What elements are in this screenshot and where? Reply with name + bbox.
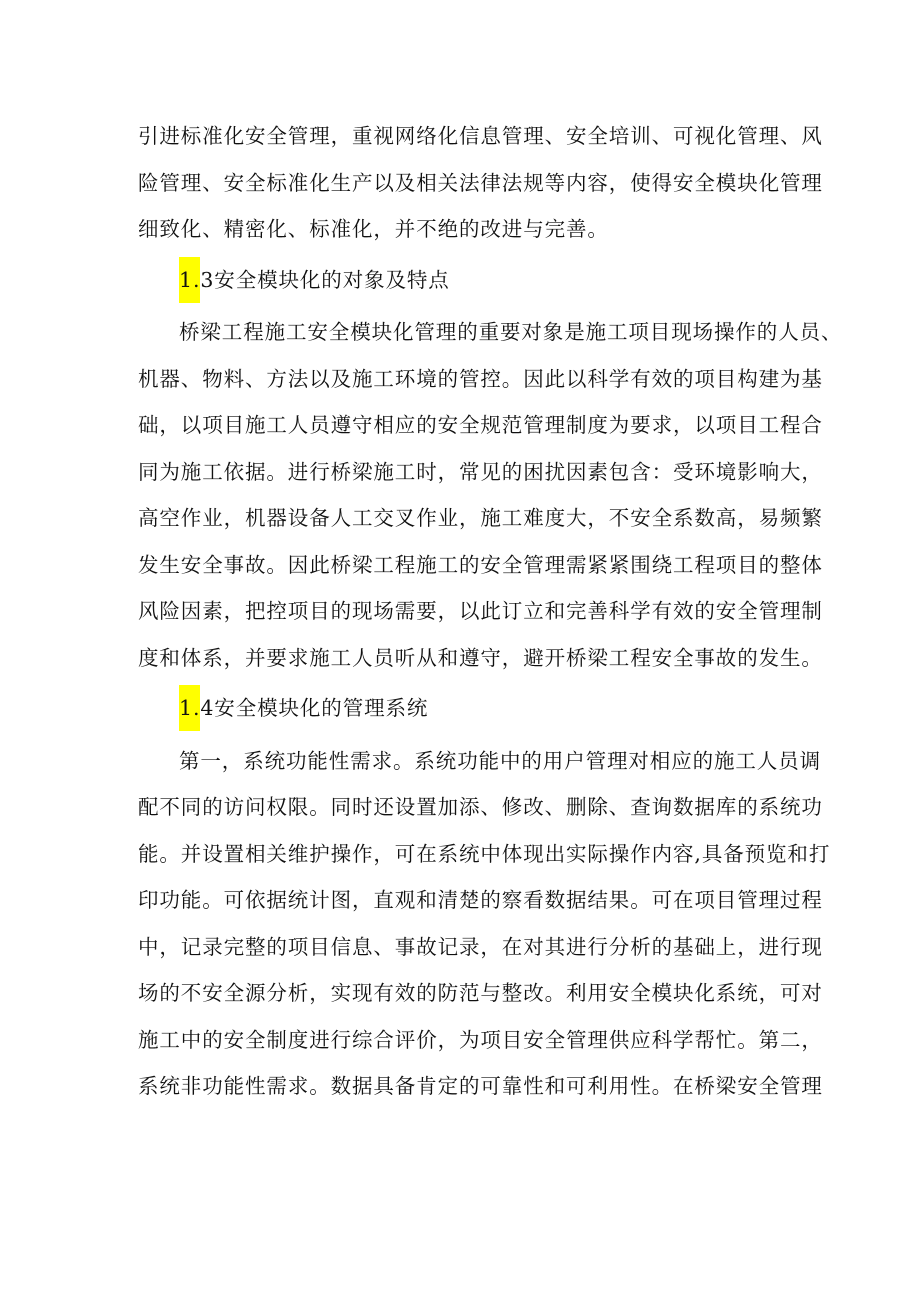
text-line: 印功能。可依据统计图，直观和清楚的察看数据结果。可在项目管理过程 — [138, 888, 823, 912]
text-line: 配不同的访问权限。同时还设置加添、修改、删除、查询数据库的系统功 — [138, 795, 823, 819]
highlighted-section-number: 1. — [179, 685, 200, 731]
text-line: 机器、物料、方法以及施工环境的管控。因此以科学有效的项目构建为基 — [138, 366, 823, 391]
text-line: 细致化、精密化、标准化，并不绝的改进与完善。 — [138, 217, 609, 241]
paragraph-standardization — [138, 113, 823, 253]
text-line: 系统非功能性需求。数据具备肯定的可靠性和可利用性。在桥梁安全管理 — [138, 1074, 823, 1098]
text-line: 高空作业，机器设备人工交叉作业，施工难度大，不安全系数高，易频繁 — [138, 506, 823, 530]
document-page — [138, 113, 843, 1110]
text-line: 础，以项目施工人员遵守相应的安全规范管理制度为要求，以项目工程合 — [138, 413, 823, 437]
text-line: 发生安全事故。因此桥梁工程施工的安全管理需紧紧围绕工程项目的整体 — [138, 552, 823, 577]
text-line: 施工中的安全制度进行综合评价，为项目安全管理供应科学帮忙。第二， — [138, 1027, 823, 1052]
highlighted-section-number: 1. — [179, 257, 200, 303]
text-line: 险管理、安全标准化生产以及相关法律法规等内容，使得安全模块化管理 — [138, 170, 823, 195]
text-line: 引进标准化安全管理，重视网络化信息管理、安全培训、可视化管理、风 — [138, 124, 823, 148]
paragraph-objects-features — [138, 309, 843, 681]
section-heading-text: 3安全模块化的对象及特点 — [200, 267, 450, 292]
text-line: 第一，系统功能性需求。系统功能中的用户管理对相应的施工人员调 — [179, 748, 821, 773]
text-line: 场的不安全源分析，实现有效的防范与整改。利用安全模块化系统，可对 — [138, 981, 823, 1005]
paragraph-management-system — [138, 738, 831, 1110]
section-heading-1-4 — [138, 685, 798, 732]
section-heading-1-3 — [138, 257, 798, 304]
text-line: 中，记录完整的项目信息、事故记录，在对其进行分析的基础上，进行现 — [138, 934, 823, 959]
text-line: 同为施工依据。进行桥梁施工时，常见的困扰因素包含：受环境影响大， — [138, 459, 823, 484]
text-line: 度和体系，并要求施工人员听从和遵守，避开桥梁工程安全事故的发生。 — [138, 645, 823, 670]
section-heading-text: 4安全模块化的管理系统 — [200, 696, 429, 720]
text-line: 桥梁工程施工安全模块化管理的重要对象是施工项目现场操作的人员、 — [179, 320, 843, 344]
text-line: 风险因素，把控项目的现场需要，以此订立和完善科学有效的安全管理制 — [138, 599, 823, 623]
text-line: 能。并设置相关维护操作，可在系统中体现出实际操作内容,具备预览和打 — [138, 841, 831, 866]
